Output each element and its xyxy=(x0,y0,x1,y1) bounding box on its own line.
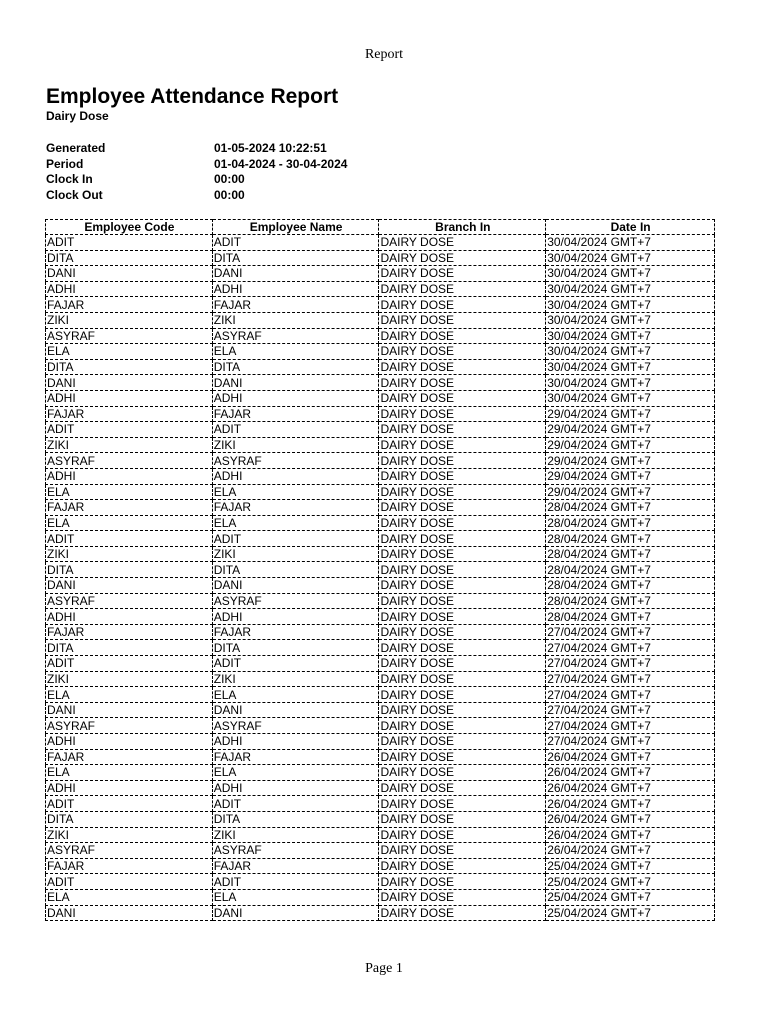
cell-date-in: 26/04/2024 GMT+7 xyxy=(546,811,715,827)
cell-branch-in: DAIRY DOSE xyxy=(379,344,546,360)
column-header-employee-code: Employee Code xyxy=(46,220,213,235)
table-row xyxy=(46,718,715,734)
cell-employee-code: ADIT xyxy=(46,796,213,812)
cell-employee-name: ADIT xyxy=(212,235,379,251)
cell-employee-name: FAJAR xyxy=(212,858,379,874)
cell-employee-code: ELA xyxy=(46,344,213,360)
cell-employee-code: ADHI xyxy=(46,780,213,796)
cell-employee-name: DANI xyxy=(212,905,379,921)
cell-branch-in: DAIRY DOSE xyxy=(379,640,546,656)
cell-branch-in: DAIRY DOSE xyxy=(379,328,546,344)
cell-employee-name: DANI xyxy=(212,578,379,594)
cell-employee-code: ADIT xyxy=(46,422,213,438)
table-header-row xyxy=(46,220,715,235)
cell-branch-in: DAIRY DOSE xyxy=(379,235,546,251)
cell-employee-code: ASYRAF xyxy=(46,453,213,469)
cell-date-in: 26/04/2024 GMT+7 xyxy=(546,749,715,765)
table-row xyxy=(46,328,715,344)
table-row xyxy=(46,468,715,484)
cell-date-in: 28/04/2024 GMT+7 xyxy=(546,546,715,562)
cell-employee-code: ASYRAF xyxy=(46,718,213,734)
cell-branch-in: DAIRY DOSE xyxy=(379,687,546,703)
cell-employee-name: ASYRAF xyxy=(212,843,379,859)
table-row xyxy=(46,235,715,251)
table-row xyxy=(46,702,715,718)
cell-date-in: 28/04/2024 GMT+7 xyxy=(546,562,715,578)
cell-employee-code: FAJAR xyxy=(46,297,213,313)
table-row xyxy=(46,390,715,406)
cell-date-in: 29/04/2024 GMT+7 xyxy=(546,406,715,422)
cell-branch-in: DAIRY DOSE xyxy=(379,297,546,313)
cell-employee-name: DITA xyxy=(212,250,379,266)
cell-date-in: 26/04/2024 GMT+7 xyxy=(546,843,715,859)
cell-employee-code: ASYRAF xyxy=(46,593,213,609)
cell-branch-in: DAIRY DOSE xyxy=(379,656,546,672)
cell-employee-name: ELA xyxy=(212,344,379,360)
cell-employee-name: ELA xyxy=(212,687,379,703)
column-header-date-in: Date In xyxy=(546,220,715,235)
cell-date-in: 25/04/2024 GMT+7 xyxy=(546,905,715,921)
table-row xyxy=(46,624,715,640)
cell-branch-in: DAIRY DOSE xyxy=(379,905,546,921)
cell-employee-code: FAJAR xyxy=(46,624,213,640)
cell-employee-code: FAJAR xyxy=(46,858,213,874)
table-row xyxy=(46,406,715,422)
cell-date-in: 30/04/2024 GMT+7 xyxy=(546,281,715,297)
meta-label: Clock In xyxy=(46,172,93,187)
table-row xyxy=(46,484,715,500)
table-body xyxy=(46,235,715,921)
cell-employee-code: DITA xyxy=(46,359,213,375)
cell-employee-code: FAJAR xyxy=(46,749,213,765)
cell-date-in: 28/04/2024 GMT+7 xyxy=(546,515,715,531)
cell-employee-name: ADHI xyxy=(212,734,379,750)
cell-branch-in: DAIRY DOSE xyxy=(379,578,546,594)
table-row xyxy=(46,375,715,391)
cell-employee-name: ADIT xyxy=(212,531,379,547)
cell-employee-name: ZIKI xyxy=(212,312,379,328)
cell-date-in: 28/04/2024 GMT+7 xyxy=(546,500,715,516)
cell-date-in: 29/04/2024 GMT+7 xyxy=(546,437,715,453)
cell-employee-name: FAJAR xyxy=(212,500,379,516)
cell-branch-in: DAIRY DOSE xyxy=(379,546,546,562)
meta-value: 01-04-2024 - 30-04-2024 xyxy=(214,156,348,171)
cell-employee-code: DANI xyxy=(46,266,213,282)
table-row xyxy=(46,656,715,672)
cell-employee-code: ZIKI xyxy=(46,827,213,843)
cell-date-in: 27/04/2024 GMT+7 xyxy=(546,734,715,750)
cell-employee-name: DITA xyxy=(212,359,379,375)
cell-employee-name: ELA xyxy=(212,889,379,905)
report-title: Employee Attendance Report xyxy=(46,85,339,108)
meta-value: 00:00 xyxy=(214,188,245,203)
column-header-branch-in: Branch In xyxy=(379,220,546,235)
cell-employee-name: FAJAR xyxy=(212,406,379,422)
table-row xyxy=(46,640,715,656)
table-row xyxy=(46,344,715,360)
cell-branch-in: DAIRY DOSE xyxy=(379,562,546,578)
cell-date-in: 27/04/2024 GMT+7 xyxy=(546,656,715,672)
meta-label: Clock Out xyxy=(46,188,103,203)
cell-employee-name: ASYRAF xyxy=(212,593,379,609)
cell-date-in: 30/04/2024 GMT+7 xyxy=(546,312,715,328)
table-row xyxy=(46,749,715,765)
table-row xyxy=(46,578,715,594)
table-header xyxy=(46,220,715,235)
cell-employee-name: ADHI xyxy=(212,780,379,796)
cell-branch-in: DAIRY DOSE xyxy=(379,515,546,531)
cell-employee-name: DITA xyxy=(212,562,379,578)
cell-branch-in: DAIRY DOSE xyxy=(379,827,546,843)
cell-branch-in: DAIRY DOSE xyxy=(379,468,546,484)
cell-date-in: 26/04/2024 GMT+7 xyxy=(546,796,715,812)
cell-date-in: 29/04/2024 GMT+7 xyxy=(546,484,715,500)
cell-employee-name: ZIKI xyxy=(212,827,379,843)
cell-date-in: 30/04/2024 GMT+7 xyxy=(546,390,715,406)
cell-date-in: 29/04/2024 GMT+7 xyxy=(546,468,715,484)
cell-date-in: 30/04/2024 GMT+7 xyxy=(546,328,715,344)
table-row xyxy=(46,858,715,874)
cell-employee-name: DITA xyxy=(212,640,379,656)
cell-date-in: 26/04/2024 GMT+7 xyxy=(546,780,715,796)
table-row xyxy=(46,422,715,438)
cell-date-in: 30/04/2024 GMT+7 xyxy=(546,344,715,360)
cell-employee-name: ZIKI xyxy=(212,546,379,562)
cell-branch-in: DAIRY DOSE xyxy=(379,734,546,750)
cell-branch-in: DAIRY DOSE xyxy=(379,609,546,625)
cell-employee-name: FAJAR xyxy=(212,297,379,313)
table-row xyxy=(46,266,715,282)
table-row xyxy=(46,889,715,905)
cell-date-in: 30/04/2024 GMT+7 xyxy=(546,250,715,266)
cell-branch-in: DAIRY DOSE xyxy=(379,406,546,422)
cell-employee-code: ELA xyxy=(46,687,213,703)
cell-date-in: 30/04/2024 GMT+7 xyxy=(546,235,715,251)
cell-branch-in: DAIRY DOSE xyxy=(379,889,546,905)
cell-branch-in: DAIRY DOSE xyxy=(379,312,546,328)
cell-date-in: 27/04/2024 GMT+7 xyxy=(546,687,715,703)
cell-branch-in: DAIRY DOSE xyxy=(379,749,546,765)
cell-branch-in: DAIRY DOSE xyxy=(379,281,546,297)
cell-employee-code: DITA xyxy=(46,640,213,656)
cell-branch-in: DAIRY DOSE xyxy=(379,250,546,266)
page-number: Page 1 xyxy=(365,961,403,976)
cell-employee-name: FAJAR xyxy=(212,749,379,765)
cell-branch-in: DAIRY DOSE xyxy=(379,811,546,827)
table-row xyxy=(46,609,715,625)
cell-date-in: 25/04/2024 GMT+7 xyxy=(546,874,715,890)
table-row xyxy=(46,671,715,687)
cell-date-in: 30/04/2024 GMT+7 xyxy=(546,266,715,282)
cell-branch-in: DAIRY DOSE xyxy=(379,500,546,516)
cell-branch-in: DAIRY DOSE xyxy=(379,624,546,640)
cell-employee-code: ADHI xyxy=(46,609,213,625)
cell-employee-code: ADIT xyxy=(46,531,213,547)
cell-employee-code: DITA xyxy=(46,250,213,266)
meta-value: 01-05-2024 10:22:51 xyxy=(214,141,327,155)
cell-employee-name: ADHI xyxy=(212,468,379,484)
cell-branch-in: DAIRY DOSE xyxy=(379,531,546,547)
cell-branch-in: DAIRY DOSE xyxy=(379,437,546,453)
cell-branch-in: DAIRY DOSE xyxy=(379,671,546,687)
cell-branch-in: DAIRY DOSE xyxy=(379,484,546,500)
cell-employee-name: DITA xyxy=(212,811,379,827)
cell-employee-name: ELA xyxy=(212,765,379,781)
attendance-table xyxy=(45,219,715,921)
table-row xyxy=(46,734,715,750)
cell-date-in: 27/04/2024 GMT+7 xyxy=(546,702,715,718)
cell-employee-code: ZIKI xyxy=(46,546,213,562)
table-row xyxy=(46,562,715,578)
table-row xyxy=(46,453,715,469)
cell-employee-name: ELA xyxy=(212,515,379,531)
cell-branch-in: DAIRY DOSE xyxy=(379,702,546,718)
cell-employee-code: DITA xyxy=(46,562,213,578)
cell-employee-name: ASYRAF xyxy=(212,453,379,469)
cell-employee-code: ELA xyxy=(46,515,213,531)
meta-row-clock-in xyxy=(46,172,347,188)
page-header: Report xyxy=(364,47,404,62)
cell-employee-name: ADHI xyxy=(212,609,379,625)
cell-employee-code: DITA xyxy=(46,811,213,827)
table-row xyxy=(46,593,715,609)
cell-date-in: 30/04/2024 GMT+7 xyxy=(546,297,715,313)
table-row xyxy=(46,531,715,547)
cell-branch-in: DAIRY DOSE xyxy=(379,390,546,406)
cell-employee-code: DANI xyxy=(46,578,213,594)
table-row xyxy=(46,843,715,859)
cell-date-in: 28/04/2024 GMT+7 xyxy=(546,609,715,625)
cell-date-in: 30/04/2024 GMT+7 xyxy=(546,375,715,391)
table-row xyxy=(46,687,715,703)
cell-employee-name: ADHI xyxy=(212,390,379,406)
cell-employee-code: DANI xyxy=(46,375,213,391)
cell-employee-name: ADIT xyxy=(212,656,379,672)
cell-branch-in: DAIRY DOSE xyxy=(379,375,546,391)
meta-row-generated xyxy=(46,141,347,157)
column-header-employee-name: Employee Name xyxy=(212,220,379,235)
report-meta xyxy=(46,141,347,204)
cell-employee-name: DANI xyxy=(212,702,379,718)
cell-date-in: 27/04/2024 GMT+7 xyxy=(546,640,715,656)
cell-employee-name: FAJAR xyxy=(212,624,379,640)
meta-value: 00:00 xyxy=(214,172,245,187)
table-row xyxy=(46,312,715,328)
cell-employee-name: ADIT xyxy=(212,422,379,438)
cell-employee-code: DANI xyxy=(46,702,213,718)
cell-employee-name: ASYRAF xyxy=(212,718,379,734)
cell-employee-name: ZIKI xyxy=(212,671,379,687)
cell-branch-in: DAIRY DOSE xyxy=(379,858,546,874)
cell-date-in: 27/04/2024 GMT+7 xyxy=(546,624,715,640)
table-row xyxy=(46,437,715,453)
table-row xyxy=(46,796,715,812)
cell-date-in: 28/04/2024 GMT+7 xyxy=(546,593,715,609)
cell-employee-code: ADHI xyxy=(46,468,213,484)
cell-employee-code: ADIT xyxy=(46,874,213,890)
cell-branch-in: DAIRY DOSE xyxy=(379,718,546,734)
cell-date-in: 26/04/2024 GMT+7 xyxy=(546,827,715,843)
cell-branch-in: DAIRY DOSE xyxy=(379,453,546,469)
cell-date-in: 29/04/2024 GMT+7 xyxy=(546,422,715,438)
cell-employee-code: ASYRAF xyxy=(46,843,213,859)
meta-label: Generated xyxy=(46,141,106,155)
table-row xyxy=(46,500,715,516)
cell-branch-in: DAIRY DOSE xyxy=(379,359,546,375)
cell-branch-in: DAIRY DOSE xyxy=(379,266,546,282)
table-row xyxy=(46,811,715,827)
cell-employee-name: ELA xyxy=(212,484,379,500)
cell-employee-code: ELA xyxy=(46,889,213,905)
table-row xyxy=(46,297,715,313)
cell-employee-code: ASYRAF xyxy=(46,328,213,344)
cell-branch-in: DAIRY DOSE xyxy=(379,796,546,812)
cell-branch-in: DAIRY DOSE xyxy=(379,874,546,890)
cell-date-in: 28/04/2024 GMT+7 xyxy=(546,531,715,547)
cell-employee-name: DANI xyxy=(212,375,379,391)
meta-label: Period xyxy=(46,156,84,171)
table-row xyxy=(46,874,715,890)
cell-employee-code: ADHI xyxy=(46,390,213,406)
meta-row-clock-out xyxy=(46,188,347,204)
cell-employee-name: ASYRAF xyxy=(212,328,379,344)
cell-branch-in: DAIRY DOSE xyxy=(379,780,546,796)
cell-employee-code: ZIKI xyxy=(46,671,213,687)
cell-date-in: 25/04/2024 GMT+7 xyxy=(546,858,715,874)
cell-employee-name: ADHI xyxy=(212,281,379,297)
cell-date-in: 28/04/2024 GMT+7 xyxy=(546,578,715,594)
cell-branch-in: DAIRY DOSE xyxy=(379,422,546,438)
table-row xyxy=(46,546,715,562)
cell-employee-name: ADIT xyxy=(212,796,379,812)
cell-employee-code: ADHI xyxy=(46,734,213,750)
table-row xyxy=(46,827,715,843)
cell-employee-code: ZIKI xyxy=(46,312,213,328)
cell-date-in: 29/04/2024 GMT+7 xyxy=(546,453,715,469)
table-row xyxy=(46,250,715,266)
meta-row-period xyxy=(46,157,347,173)
cell-employee-name: ZIKI xyxy=(212,437,379,453)
cell-date-in: 25/04/2024 GMT+7 xyxy=(546,889,715,905)
cell-employee-code: ADHI xyxy=(46,281,213,297)
table-row xyxy=(46,780,715,796)
cell-date-in: 30/04/2024 GMT+7 xyxy=(546,359,715,375)
cell-employee-name: DANI xyxy=(212,266,379,282)
cell-employee-code: ADIT xyxy=(46,235,213,251)
cell-employee-code: ADIT xyxy=(46,656,213,672)
cell-employee-code: ZIKI xyxy=(46,437,213,453)
cell-employee-code: DANI xyxy=(46,905,213,921)
report-subtitle: Dairy Dose xyxy=(46,109,109,123)
cell-branch-in: DAIRY DOSE xyxy=(379,593,546,609)
cell-date-in: 27/04/2024 GMT+7 xyxy=(546,718,715,734)
cell-date-in: 27/04/2024 GMT+7 xyxy=(546,671,715,687)
cell-date-in: 26/04/2024 GMT+7 xyxy=(546,765,715,781)
cell-employee-name: ADIT xyxy=(212,874,379,890)
cell-employee-code: FAJAR xyxy=(46,500,213,516)
cell-branch-in: DAIRY DOSE xyxy=(379,843,546,859)
cell-employee-code: ELA xyxy=(46,484,213,500)
table-row xyxy=(46,515,715,531)
cell-branch-in: DAIRY DOSE xyxy=(379,765,546,781)
cell-employee-code: ELA xyxy=(46,765,213,781)
table-row xyxy=(46,281,715,297)
table-row xyxy=(46,905,715,921)
cell-employee-code: FAJAR xyxy=(46,406,213,422)
table-row xyxy=(46,765,715,781)
table-row xyxy=(46,359,715,375)
